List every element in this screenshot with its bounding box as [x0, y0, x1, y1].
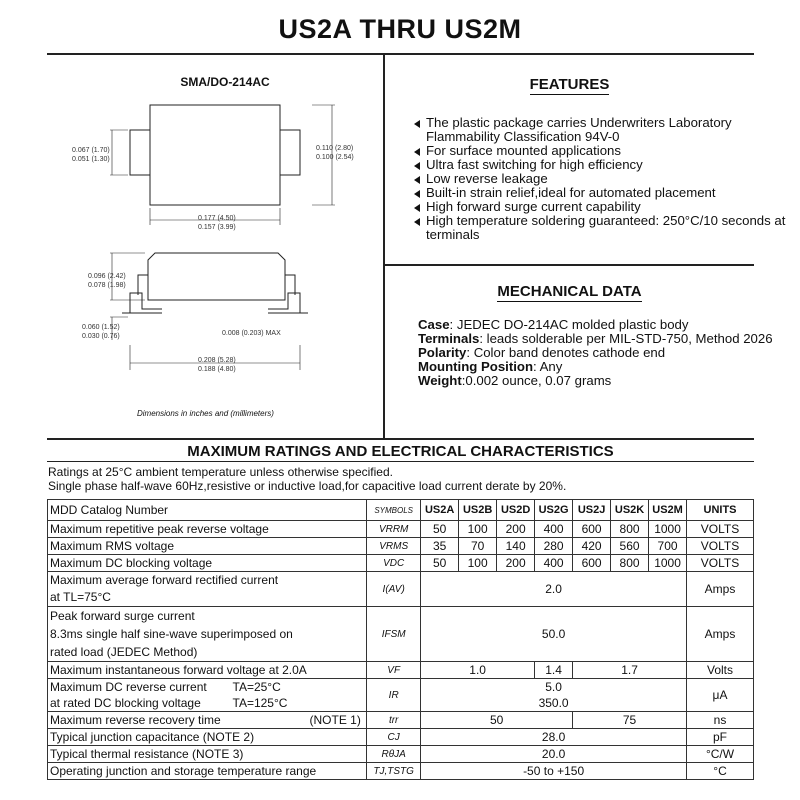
table-cell: 400	[535, 521, 573, 538]
param-symbol: CJ	[367, 729, 421, 746]
mech-label: Polarity	[418, 345, 467, 360]
table-cell: 50	[421, 712, 573, 729]
param-symbol: I(AV)	[367, 572, 421, 607]
value-line: 5.0	[545, 680, 562, 694]
unit-cell: μA	[687, 679, 754, 712]
part-header: US2G	[535, 500, 573, 521]
vertical-divider	[383, 53, 385, 438]
dim-lead-length	[82, 323, 120, 341]
mech-value: : JEDEC DO-214AC molded plastic body	[449, 317, 689, 332]
param-label: Operating junction and storage temperature range	[48, 763, 367, 780]
table-cell: -50 to +150	[421, 763, 687, 780]
mech-label: Mounting Position	[418, 359, 533, 374]
mech-case	[418, 318, 788, 332]
units-header: UNITS	[687, 500, 754, 521]
table-cell: 75	[573, 712, 687, 729]
table-cell: 200	[497, 521, 535, 538]
feature-item: High temperature soldering guaranteed: 250°C/10 seconds at terminals	[410, 214, 790, 242]
param-label-line	[50, 679, 364, 695]
table-cell: 420	[573, 538, 611, 555]
param-symbol: VF	[367, 662, 421, 679]
param-label: Maximum instantaneous forward voltage at 2.0A	[48, 662, 367, 679]
param-label: Maximum repetitive peak reverse voltage	[48, 521, 367, 538]
ratings-notes	[48, 465, 566, 493]
table-cell: 28.0	[421, 729, 687, 746]
dim-text: 0.110 (2.80)	[316, 145, 354, 152]
feature-item: High forward surge current capability	[410, 200, 790, 214]
param-label: Maximum RMS voltage	[48, 538, 367, 555]
param-label-line	[50, 695, 364, 711]
table-row	[48, 538, 754, 555]
mech-label: Case	[418, 317, 450, 332]
table-cell: 140	[497, 538, 535, 555]
catalog-header: MDD Catalog Number	[48, 500, 367, 521]
table-row	[48, 729, 754, 746]
mech-weight	[418, 374, 788, 388]
unit-cell: Volts	[687, 662, 754, 679]
param-label: Maximum DC blocking voltage	[48, 555, 367, 572]
symbols-header: SYMBOLS	[367, 500, 421, 521]
dim-body-length	[198, 214, 236, 232]
param-symbol: trr	[367, 712, 421, 729]
part-header: US2M	[649, 500, 687, 521]
mech-label: Weight	[418, 373, 462, 388]
mech-terminals	[418, 332, 788, 346]
table-row	[48, 572, 754, 607]
table-row	[48, 607, 754, 662]
table-cell: 1.4	[535, 662, 573, 679]
unit-cell: pF	[687, 729, 754, 746]
unit-cell: °C/W	[687, 746, 754, 763]
mech-label: Terminals	[418, 331, 480, 346]
value-line: 350.0	[538, 696, 569, 710]
table-cell: 400	[535, 555, 573, 572]
mech-mounting	[418, 360, 788, 374]
features-list	[410, 116, 790, 242]
ratings-note: Single phase half-wave 60Hz,resistive or inductive load,for capacitive load current derate by 20%.	[48, 479, 567, 493]
mech-value: : Any	[533, 359, 563, 374]
table-row	[48, 712, 754, 729]
dim-text: 0.096 (2.42)	[88, 273, 126, 280]
dim-lead-width	[72, 146, 110, 164]
param-label-line: 8.3ms single half sine-wave superimposed on	[50, 627, 293, 641]
param-label	[48, 712, 367, 729]
unit-cell: VOLTS	[687, 555, 754, 572]
mech-value: :0.002 ounce, 0.07 grams	[461, 373, 612, 388]
param-symbol: VDC	[367, 555, 421, 572]
table-row	[48, 521, 754, 538]
param-label-text: at rated DC blocking voltage	[50, 696, 201, 710]
param-label-text: Maximum reverse recovery time	[50, 713, 221, 727]
feature-item: Ultra fast switching for high efficiency	[410, 158, 790, 172]
table-cell: 100	[459, 521, 497, 538]
table-cell	[421, 679, 687, 712]
table-cell: 700	[649, 538, 687, 555]
mech-value: : leads solderable per MIL-STD-750, Method 2026	[479, 331, 773, 346]
dimensions-note: Dimensions in inches and (millimeters)	[137, 409, 274, 418]
param-symbol: IR	[367, 679, 421, 712]
feature-item: For surface mounted applications	[410, 144, 790, 158]
param-symbol: TJ,TSTG	[367, 763, 421, 780]
mechanical-heading	[385, 283, 754, 300]
table-row	[48, 763, 754, 780]
table-row	[48, 679, 754, 712]
param-label-line: at TL=75°C	[50, 590, 111, 604]
dim-text: 0.078 (1.98)	[88, 282, 126, 289]
table-cell: 50.0	[421, 607, 687, 662]
table-cell: 1.7	[573, 662, 687, 679]
dim-text: 0.060 (1.52)	[82, 324, 120, 331]
dim-text: 0.051 (1.30)	[72, 156, 110, 163]
param-label-line: Peak forward surge current	[50, 609, 195, 623]
param-symbol: RθJA	[367, 746, 421, 763]
package-body	[150, 105, 280, 205]
param-condition: TA=25°C	[232, 680, 281, 694]
table-cell: 1000	[649, 555, 687, 572]
param-symbol: VRRM	[367, 521, 421, 538]
table-cell: 50	[421, 555, 459, 572]
part-header: US2D	[497, 500, 535, 521]
ratings-heading: MAXIMUM RATINGS AND ELECTRICAL CHARACTERISTICS	[187, 443, 614, 460]
page-title: US2A THRU US2M	[278, 14, 522, 44]
param-label: Typical thermal resistance (NOTE 3)	[48, 746, 367, 763]
dim-side-height	[88, 272, 126, 290]
table-header-row	[48, 500, 754, 521]
dim-text: 0.030 (0.76)	[82, 333, 120, 340]
table-row	[48, 662, 754, 679]
dim-body-height	[316, 144, 354, 162]
table-cell: 1.0	[421, 662, 535, 679]
ratings-heading-rule	[47, 461, 754, 462]
table-row	[48, 746, 754, 763]
unit-cell: °C	[687, 763, 754, 780]
part-header: US2K	[611, 500, 649, 521]
features-heading-text: FEATURES	[529, 76, 610, 93]
package-name: SMA/DO-214AC	[180, 75, 270, 89]
dim-text: 0.067 (1.70)	[72, 147, 110, 154]
ratings-table	[47, 499, 754, 780]
dim-lead-thickness: 0.008 (0.203) MAX	[222, 330, 281, 337]
table-cell: 800	[611, 555, 649, 572]
param-note: (NOTE 1)	[309, 713, 361, 727]
dim-text: 0.208 (5.28)	[198, 357, 236, 364]
mech-polarity	[418, 346, 788, 360]
mechanical-data	[418, 318, 788, 388]
unit-cell: VOLTS	[687, 538, 754, 555]
param-label	[48, 679, 367, 712]
unit-cell: Amps	[687, 572, 754, 607]
dim-text: 0.100 (2.54)	[316, 154, 354, 161]
mechanical-heading-text: MECHANICAL DATA	[497, 283, 642, 300]
table-cell: 200	[497, 555, 535, 572]
table-cell: 50	[421, 521, 459, 538]
table-cell: 70	[459, 538, 497, 555]
dim-text: 0.188 (4.80)	[198, 366, 236, 373]
table-cell: 1000	[649, 521, 687, 538]
param-label	[48, 607, 367, 662]
table-cell: 20.0	[421, 746, 687, 763]
param-symbol: VRMS	[367, 538, 421, 555]
part-header: US2B	[459, 500, 497, 521]
feature-item: Built-in strain relief,ideal for automated placement	[410, 186, 790, 200]
param-label: Typical junction capacitance (NOTE 2)	[48, 729, 367, 746]
ratings-divider	[47, 438, 754, 440]
dim-overall-length	[198, 356, 236, 374]
title-divider	[47, 53, 754, 55]
feature-item: The plastic package carries Underwriters Laboratory Flammability Classification 94V-0	[410, 116, 790, 144]
param-label-text: Maximum DC reverse current	[50, 680, 207, 694]
param-label	[48, 572, 367, 607]
part-header: US2A	[421, 500, 459, 521]
unit-cell: Amps	[687, 607, 754, 662]
table-cell: 35	[421, 538, 459, 555]
param-condition: TA=125°C	[232, 696, 288, 710]
table-cell: 280	[535, 538, 573, 555]
unit-cell: VOLTS	[687, 521, 754, 538]
table-cell: 800	[611, 521, 649, 538]
dim-text: 0.157 (3.99)	[198, 224, 236, 231]
mech-value: : Color band denotes cathode end	[466, 345, 666, 360]
feature-item: Low reverse leakage	[410, 172, 790, 186]
table-cell: 560	[611, 538, 649, 555]
features-heading	[385, 76, 754, 93]
param-label-line: Maximum average forward rectified current	[50, 573, 279, 587]
param-label-line: rated load (JEDEC Method)	[50, 645, 198, 659]
table-row	[48, 555, 754, 572]
table-cell: 600	[573, 555, 611, 572]
unit-cell: ns	[687, 712, 754, 729]
table-cell: 100	[459, 555, 497, 572]
table-cell: 600	[573, 521, 611, 538]
table-cell: 2.0	[421, 572, 687, 607]
part-header: US2J	[573, 500, 611, 521]
ratings-note: Ratings at 25°C ambient temperature unless otherwise specified.	[48, 465, 393, 479]
param-symbol: IFSM	[367, 607, 421, 662]
features-divider	[385, 264, 754, 266]
dim-text: 0.177 (4.50)	[198, 215, 236, 222]
